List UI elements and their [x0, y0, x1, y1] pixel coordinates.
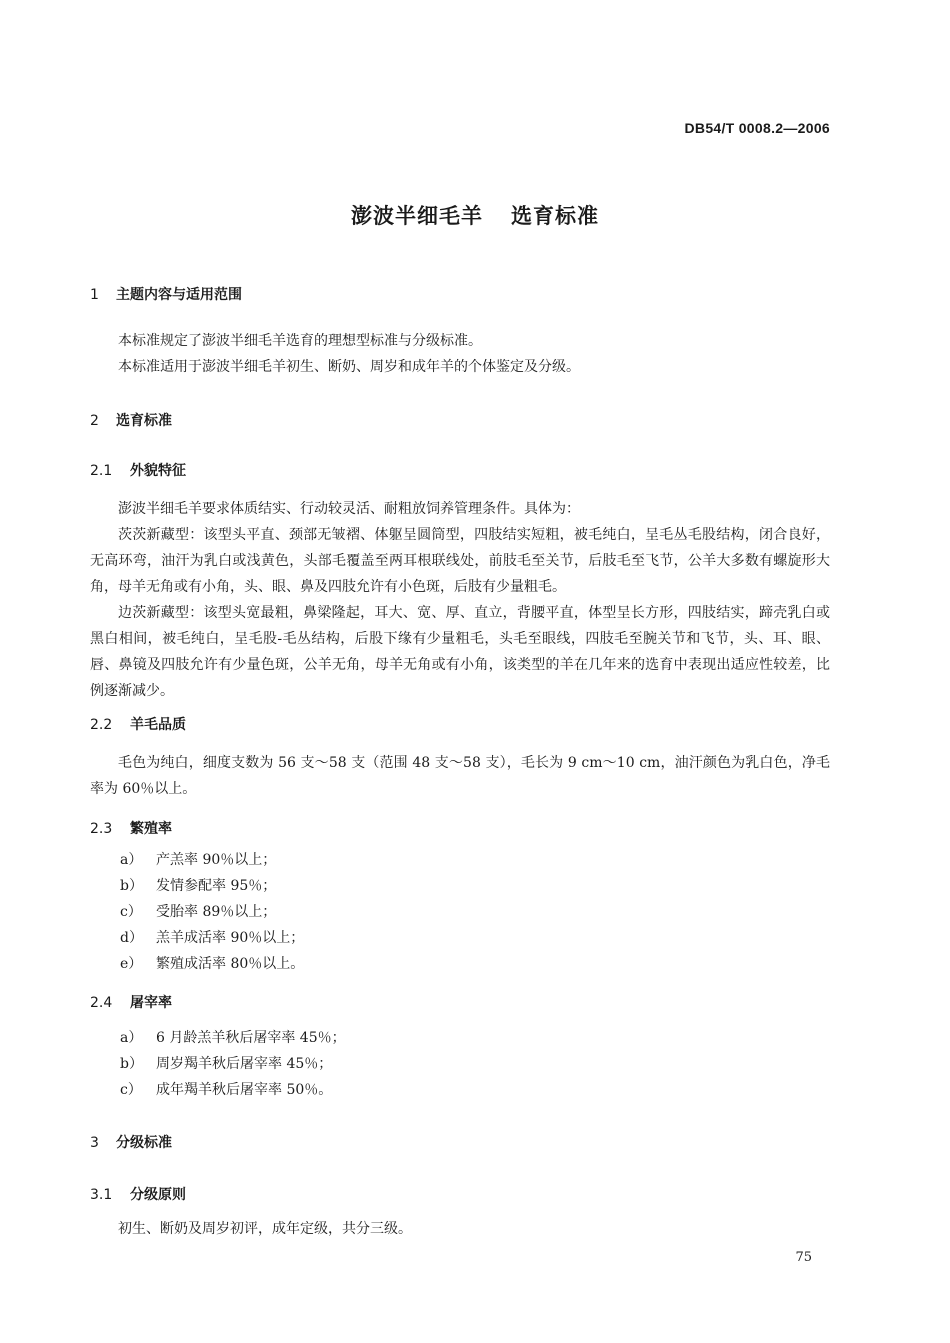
section-1-heading	[90, 284, 242, 304]
section-title: 选育标准	[116, 413, 172, 429]
section-number: 2	[90, 413, 99, 429]
document-title	[0, 200, 950, 230]
section-2-3-heading	[90, 818, 172, 838]
list-label: d）	[120, 930, 143, 946]
list-item	[120, 952, 304, 977]
document-number: DB54/T 0008.2—2006	[684, 120, 830, 136]
list-text: 受胎率 89％以上；	[156, 904, 277, 920]
section-3-1-heading	[90, 1184, 186, 1204]
section-title: 羊毛品质	[130, 717, 186, 733]
section-3-heading	[90, 1132, 172, 1152]
section-number: 3.1	[90, 1187, 113, 1203]
section-title: 主题内容与适用范围	[116, 287, 242, 303]
section-number: 2.3	[90, 821, 113, 837]
list-item	[120, 1026, 346, 1051]
list-item	[120, 926, 304, 951]
section-title: 分级标准	[116, 1135, 172, 1151]
list-text: 发情参配率 95％；	[156, 878, 277, 894]
list-label: e）	[120, 956, 143, 972]
list-text: 周岁羯羊秋后屠宰率 45％；	[156, 1056, 333, 1072]
section-title: 屠宰率	[130, 995, 172, 1011]
section-number: 1	[90, 287, 99, 303]
list-text: 繁殖成活率 80％以上。	[156, 956, 305, 972]
list-label: b）	[120, 1056, 143, 1072]
list-label: a）	[120, 1030, 143, 1046]
list-item	[120, 874, 276, 899]
section-title: 外貌特征	[130, 463, 186, 479]
section-2-1-heading	[90, 460, 186, 480]
list-item	[120, 1052, 332, 1077]
list-label: a）	[120, 852, 143, 868]
paragraph: 澎波半细毛羊要求体质结实、行动较灵活、耐粗放饲养管理条件。具体为：	[118, 501, 580, 517]
section-number: 2.2	[90, 717, 113, 733]
list-label: b）	[120, 878, 143, 894]
list-item	[120, 848, 276, 873]
title-part-2: 选育标准	[511, 204, 599, 228]
list-label: c）	[120, 1082, 142, 1098]
list-text: 成年羯羊秋后屠宰率 50％。	[156, 1082, 333, 1098]
paragraph: 本标准规定了澎波半细毛羊选育的理想型标准与分级标准。	[118, 333, 482, 349]
section-number: 2.1	[90, 463, 113, 479]
section-number: 2.4	[90, 995, 113, 1011]
section-2-2-heading	[90, 714, 186, 734]
title-part-1: 澎波半细毛羊	[351, 204, 483, 228]
paragraph: 本标准适用于澎波半细毛羊初生、断奶、周岁和成年羊的个体鉴定及分级。	[118, 359, 580, 375]
page-number: 75	[795, 1250, 812, 1265]
section-title: 分级原则	[130, 1187, 186, 1203]
paragraph: 茨茨新藏型：该型头平直、颈部无皱褶、体躯呈圆筒型，四肢结实短粗，被毛纯白，呈毛丛毛股结构，闭合良好，无高环弯，油汗为乳白或浅黄色，头部毛覆盖至两耳根联线处，前肢毛至关节，后肢毛至飞节，公羊大多数有螺旋形大角，母羊无角或有小角，头、眼、鼻及四肢允许有小色斑，后肢有少量粗毛。	[90, 527, 830, 595]
section-2-4-heading	[90, 992, 172, 1012]
paragraph: 边茨新藏型：该型头宽最粗，鼻梁隆起，耳大、宽、厚、直立，背腰平直，体型呈长方形，四肢结实，蹄壳乳白或黑白相间，被毛纯白，呈毛股-毛丛结构，后股下缘有少量粗毛，头毛至眼线，四肢毛至腕关节和飞节，头、耳、眼、唇、鼻镜及四肢允许有少量色斑，公羊无角，母羊无角或有小角，该类型的羊在几年来的选育中表现出适应性较差，比例逐渐减少。	[90, 605, 830, 699]
section-number: 3	[90, 1135, 99, 1151]
section-2-heading	[90, 410, 172, 430]
section-title: 繁殖率	[130, 821, 172, 837]
paragraph: 毛色为纯白，细度支数为 56 支～58 支（范围 48 支～58 支），毛长为 9 cm～10 cm，油汗颜色为乳白色，净毛率为 60％以上。	[90, 755, 830, 797]
list-text: 产羔率 90％以上；	[156, 852, 277, 868]
list-text: 6 月龄羔羊秋后屠宰率 45％；	[156, 1030, 346, 1046]
list-text: 羔羊成活率 90％以上；	[156, 930, 305, 946]
paragraph: 初生、断奶及周岁初评，成年定级，共分三级。	[118, 1221, 412, 1237]
list-label: c）	[120, 904, 142, 920]
list-item	[120, 1078, 332, 1103]
list-item	[120, 900, 276, 925]
